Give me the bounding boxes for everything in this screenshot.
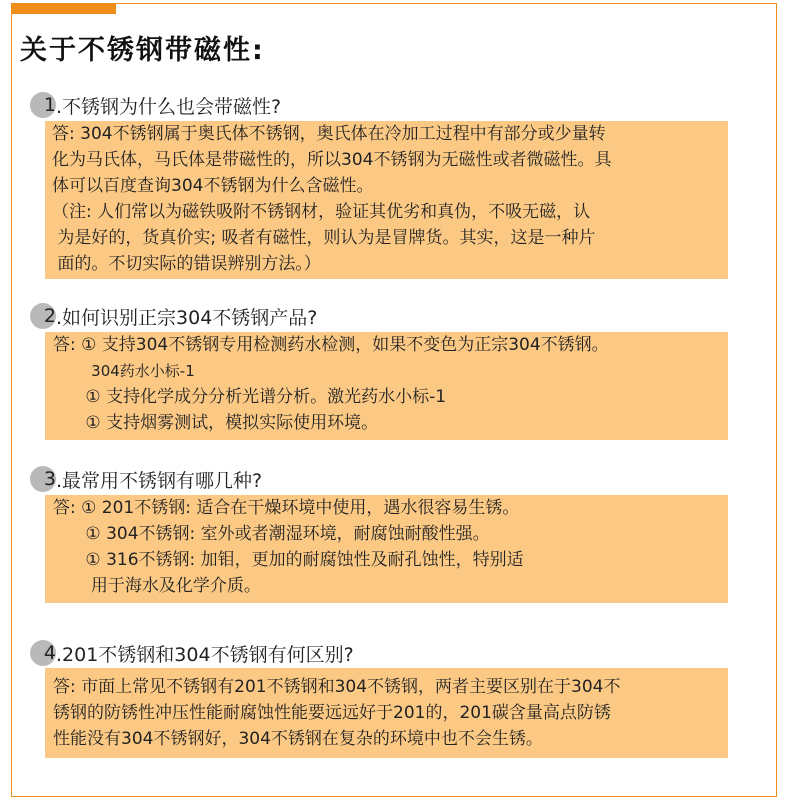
question-3-number-badge: 3	[30, 466, 56, 492]
answer-2-line: 答: ① 支持304不锈钢专用检测药水检测，如果不变色为正宗304不锈钢。	[53, 335, 609, 355]
question-2-text: .如何识别正宗304不锈钢产品?	[56, 306, 318, 329]
question-1-text: .不锈钢为什么也会带磁性?	[56, 95, 282, 118]
answer-2-line: ① 支持化学成分分析光谱分析。激光药水小标-1	[53, 387, 447, 407]
orange-tab-accent	[11, 3, 116, 14]
answer-3-box	[45, 495, 728, 603]
answer-1-line: 化为马氏体，马氏体是带磁性的，所以304不锈钢为无磁性或者微磁性。具	[52, 150, 612, 170]
answer-1-line: 面的。不切实际的错误辨别方法。）	[52, 254, 321, 274]
answer-1-line: 为是好的，货真价实; 吸者有磁性，则认为是冒牌货。其实，这是一种片	[52, 228, 596, 248]
answer-4-box	[45, 668, 728, 758]
answer-3-line: ① 304不锈钢: 室外或者潮湿环境，耐腐蚀耐酸性强。	[53, 524, 490, 544]
question-2-heading	[30, 303, 317, 329]
question-4-text: .201不锈钢和304不锈钢有何区别?	[56, 643, 354, 666]
question-3-text: .最常用不锈钢有哪几种?	[56, 469, 263, 492]
answer-3-line: 用于海水及化学介质。	[53, 576, 261, 596]
answer-1-line: 体可以百度查询304不锈钢为什么含磁性。	[52, 176, 374, 196]
question-3-heading	[30, 466, 262, 492]
answer-2-box	[45, 332, 728, 440]
answer-4-line: 锈钢的防锈性冲压性能耐腐蚀性能要远远好于201的，201碳含量高点防锈	[53, 703, 611, 723]
question-4-number-badge: 4	[30, 640, 56, 666]
answer-3-line: 答: ① 201不锈钢: 适合在干燥环境中使用，遇水很容易生锈。	[53, 498, 520, 518]
question-1-heading	[30, 92, 281, 118]
answer-1-line: 答: 304不锈钢属于奥氏体不锈钢，奥氏体在冷加工过程中有部分或少量转	[52, 124, 606, 144]
answer-1-line: （注: 人们常以为磁铁吸附不锈钢材，验证其优劣和真伪，不吸无磁，认	[52, 202, 591, 222]
answer-2-line: 304药水小标-1	[53, 362, 195, 380]
question-1-number-badge: 1	[30, 92, 56, 118]
question-4-heading	[30, 640, 354, 666]
answer-2-line: ① 支持烟雾测试，模拟实际使用环境。	[53, 413, 379, 433]
answer-4-line: 答: 市面上常见不锈钢有201不锈钢和304不锈钢，两者主要区别在于304不	[53, 677, 621, 697]
answer-4-line: 性能没有304不锈钢好，304不锈钢在复杂的环境中也不会生锈。	[53, 729, 543, 749]
question-2-number-badge: 2	[30, 303, 56, 329]
answer-3-line: ① 316不锈钢: 加钼，更加的耐腐蚀性及耐孔蚀性，特别适	[53, 550, 524, 570]
answer-1-box	[45, 121, 728, 279]
page-title: 关于不锈钢带磁性:	[20, 35, 265, 66]
